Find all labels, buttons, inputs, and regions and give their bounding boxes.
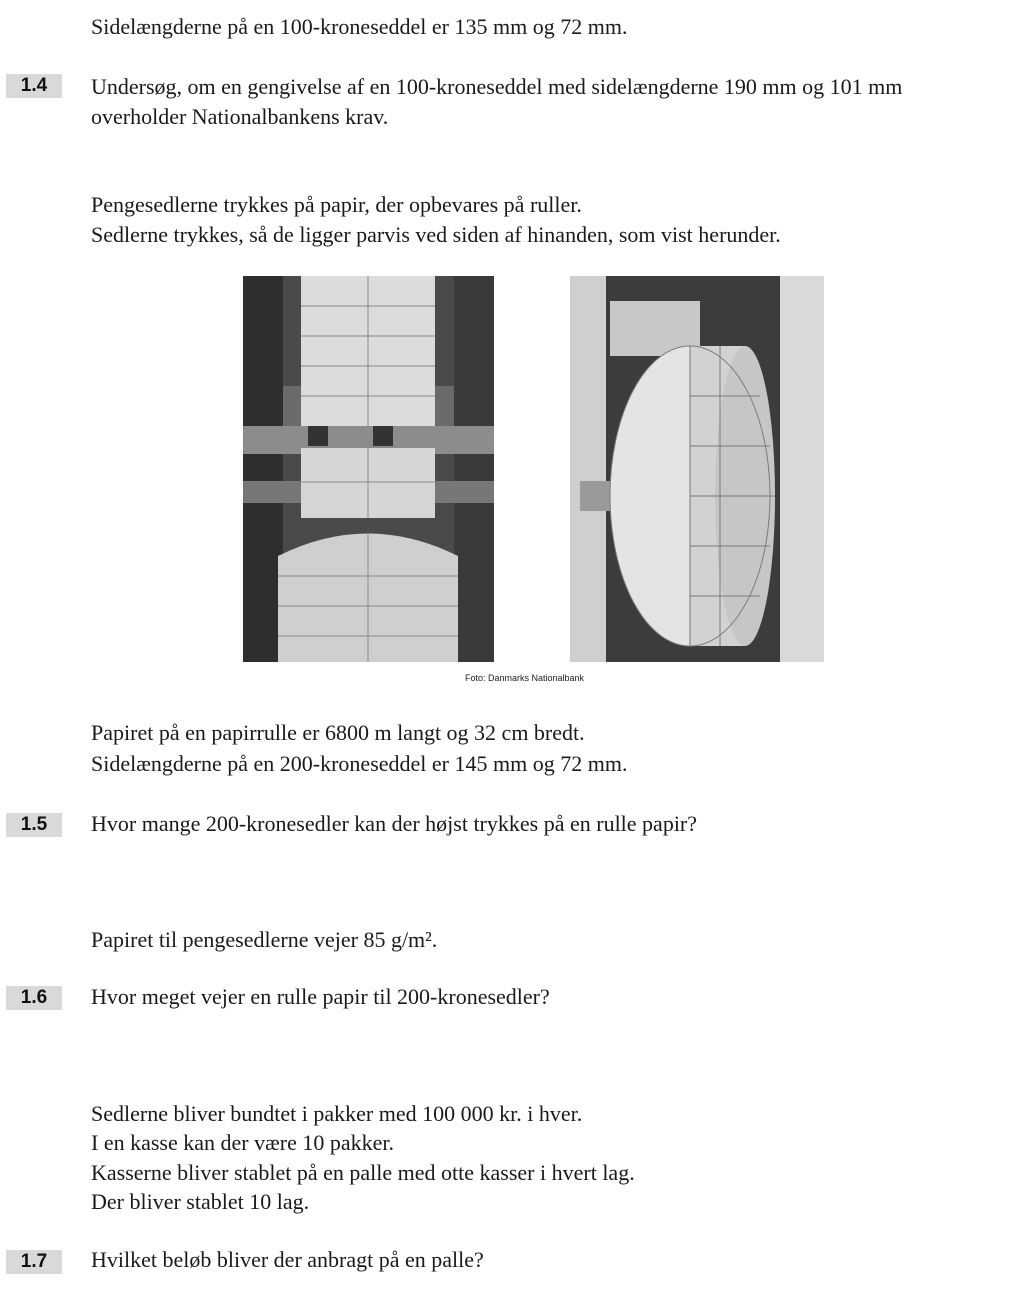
task-number-1-4: 1.4 — [6, 74, 62, 98]
photo-credit: Foto: Danmarks Nationalbank — [465, 673, 585, 683]
printing-text-line2: Sedlerne trykkes, så de ligger parvis ved siden af hinanden, som vist herunder. — [91, 222, 781, 247]
task-1-5-text: Hvor mange 200-kronesedler kan der højst trykkes på en rulle papir? — [91, 811, 698, 836]
bundles-text-line4: Der bliver stablet 10 lag. — [91, 1189, 310, 1214]
printing-text-line1: Pengesedlerne trykkes på papir, der opbevares på ruller. — [91, 192, 582, 217]
bundles-text-line1: Sedlerne bliver bundtet i pakker med 100 000 kr. i hver. — [91, 1101, 583, 1126]
task-1-4-text-line2: overholder Nationalbankens krav. — [91, 104, 389, 129]
press-photo-left — [243, 276, 494, 662]
paper-weight-text: Papiret til pengesedlerne vejer 85 g/m². — [91, 927, 438, 952]
bundles-text-line2: I en kasse kan der være 10 pakker. — [91, 1130, 395, 1155]
bundles-text-line3: Kasserne bliver stablet på en palle med otte kasser i hvert lag. — [91, 1160, 635, 1185]
task-number-1-7: 1.7 — [6, 1250, 62, 1274]
task-number-1-5: 1.5 — [6, 813, 62, 837]
intro-text: Sidelængderne på en 100-kroneseddel er 135 mm og 72 mm. — [91, 14, 628, 39]
task-1-4-text-line1: Undersøg, om en gengivelse af en 100-kroneseddel med sidelængderne 190 mm og 101 mm — [91, 74, 903, 99]
task-1-6-text: Hvor meget vejer en rulle papir til 200-kronesedler? — [91, 984, 550, 1009]
paper-roll-text-line1: Papiret på en papirrulle er 6800 m langt og 32 cm bredt. — [91, 720, 585, 745]
task-number-1-6: 1.6 — [6, 986, 62, 1010]
paper-roll-text-line2: Sidelængderne på en 200-kroneseddel er 145 mm og 72 mm. — [91, 751, 628, 776]
paper-roll-photo-right — [570, 276, 824, 662]
task-1-7-text: Hvilket beløb bliver der anbragt på en palle? — [91, 1247, 484, 1272]
